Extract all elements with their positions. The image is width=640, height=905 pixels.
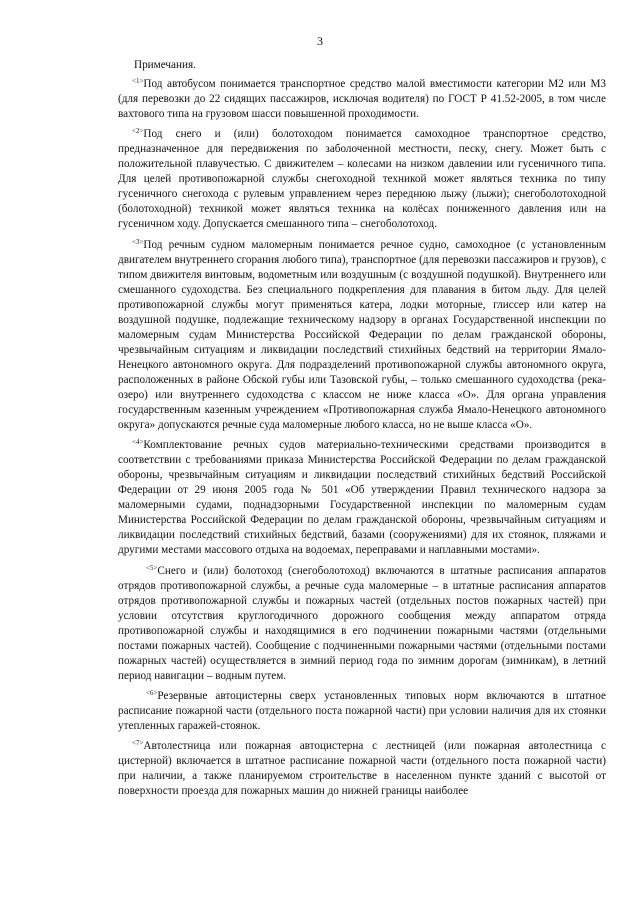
note-marker: <3> [132,237,144,246]
note-marker: <6> [146,688,158,697]
note-marker: <7> [132,739,144,748]
note-text: Комплектование речных судов материально-техническими средствами производится в соответствии с требованиями приказа Министерства Российской Федерации по делам гражданской обороны, чрезвычайным ситуациям и ликвидации последствий стихийных бедствий Российской Федерации от 29 июня 2005 года № 501 «Об утверждении Правил технического надзора за маломерными судами, поднадзорными Государственной инспекции по маломерным судам Министерства Российской Федерации по делам гражданской обороны, чрезвычайным ситуациям и ликвидации последствий стихийных бедствий, базами (сооружениями) для их стоянок, пляжами и другими местами массового отдыха на водоемах, переправами и наплавными мостами». [118,439,606,557]
note-marker: <5> [146,563,158,572]
note-6 [118,686,606,734]
note-text: Под речным судном маломерным понимается речное судно, самоходное (с установленным двигателем внутреннего сгорания любого типа), транспортное (для перевозки пассажиров и грузов), с типом движителя винтовым, водометным или воздушным (с воздушной подушкой). Внутреннего или смешанного судоходства. Без специального подкрепления для плавания в битом льду. Для целей противопожарной службы могут применяться катера, лодки моторные, глиссер или катер на воздушной подушке, подлежащие техническому надзору в органах Государственной инспекции по маломерным судам Министерства Российской Федерации по делам гражданской обороны, чрезвычайным ситуациям и ликвидации последствий стихийных бедствий на территории Ямало-Ненецкого автономного округа. Для подразделений противопожарной службы автономного округа, расположенных в районе Обской губы или Тазовской губы, – только смешанного судоходства (река-озеро) или внутреннего судоходства с классом не ниже класса «О». Для органа управления государственным казенным учреждением «Противопожарная служба Ямало-Ненецкого автономного округа» допускаются речные суда маломерные любого класса, но не выше класса «О». [118,238,606,432]
page-number: 3 [317,34,323,48]
note-text: Снего и (или) болотоход (снегоболотоход) включаются в штатные расписания аппаратов отрядов противопожарной службы, а речные суда маломерные – в штатные расписания аппаратов отрядов противопожарной службы и пожарных частей (отдельных постов пожарных частей) при условии отсутствия круглогодичного дорожного сообщения между аппаратом отряда противопожарной службы и находящимися в его подчинении пожарными частями (отдельными постами пожарных частей). Сообщение с подчиненными пожарными частями (отдельными постами пожарных частей) осуществляется в зимний период года по зимним дорогам (зимникам), в летний период навигации – водным путем. [118,564,606,682]
note-text: Резервные автоцистерны сверх установленных типовых норм включаются в штатное расписание пожарной части (отдельного поста пожарной части) при условии наличия для их стоянки утепленных гаражей-стоянок. [118,689,606,732]
note-3 [118,235,606,434]
note-1 [118,74,606,122]
notes-heading: Примечания. [134,59,196,71]
note-text: Под автобусом понимается транспортное средство малой вместимости категории М2 или М3 (для перевозки до 22 сидящих пассажиров, исключая водителя) по ГОСТ Р 41.52-2005, в том числе вахтового типа на грузовом шасси повышенной проходимости. [118,78,606,121]
note-marker: <2> [132,127,144,136]
note-text: Под снего и (или) болотоходом понимается самоходное транспортное средство, предназначенное для передвижения по заболоченной местности, песку, снегу. Может быть с положительной плавучестью. С движителем – колесами на низком давлении или гусеничного типа. Для целей противопожарной службы снегоходной техникой может являться техника по типу гусеничного снегохода с рулевым управлением через переднюю лыжу (лыжи); снегоболотоходной (болотоходной) техникой может являться техника на колёсах пониженного давления или на гусеничном ходу. Допускается смешанного типа – снегоболотоход. [118,128,606,231]
notes-body [118,58,606,801]
note-4 [118,435,606,558]
note-7 [118,736,606,799]
note-marker: <1> [132,77,144,86]
note-5 [118,561,606,684]
note-text: Автолестница или пожарная автоцистерна с лестницей (или пожарная автолестница с цистерной) включается в штатное расписание пожарной части (отдельного поста пожарной части) при наличии, а также планируемом строительстве в населенном пункте зданий с высотой от поверхности проезда для пожарных машин до нижней границы наиболее [118,740,606,798]
note-marker: <4> [132,438,144,447]
note-2 [118,124,606,232]
